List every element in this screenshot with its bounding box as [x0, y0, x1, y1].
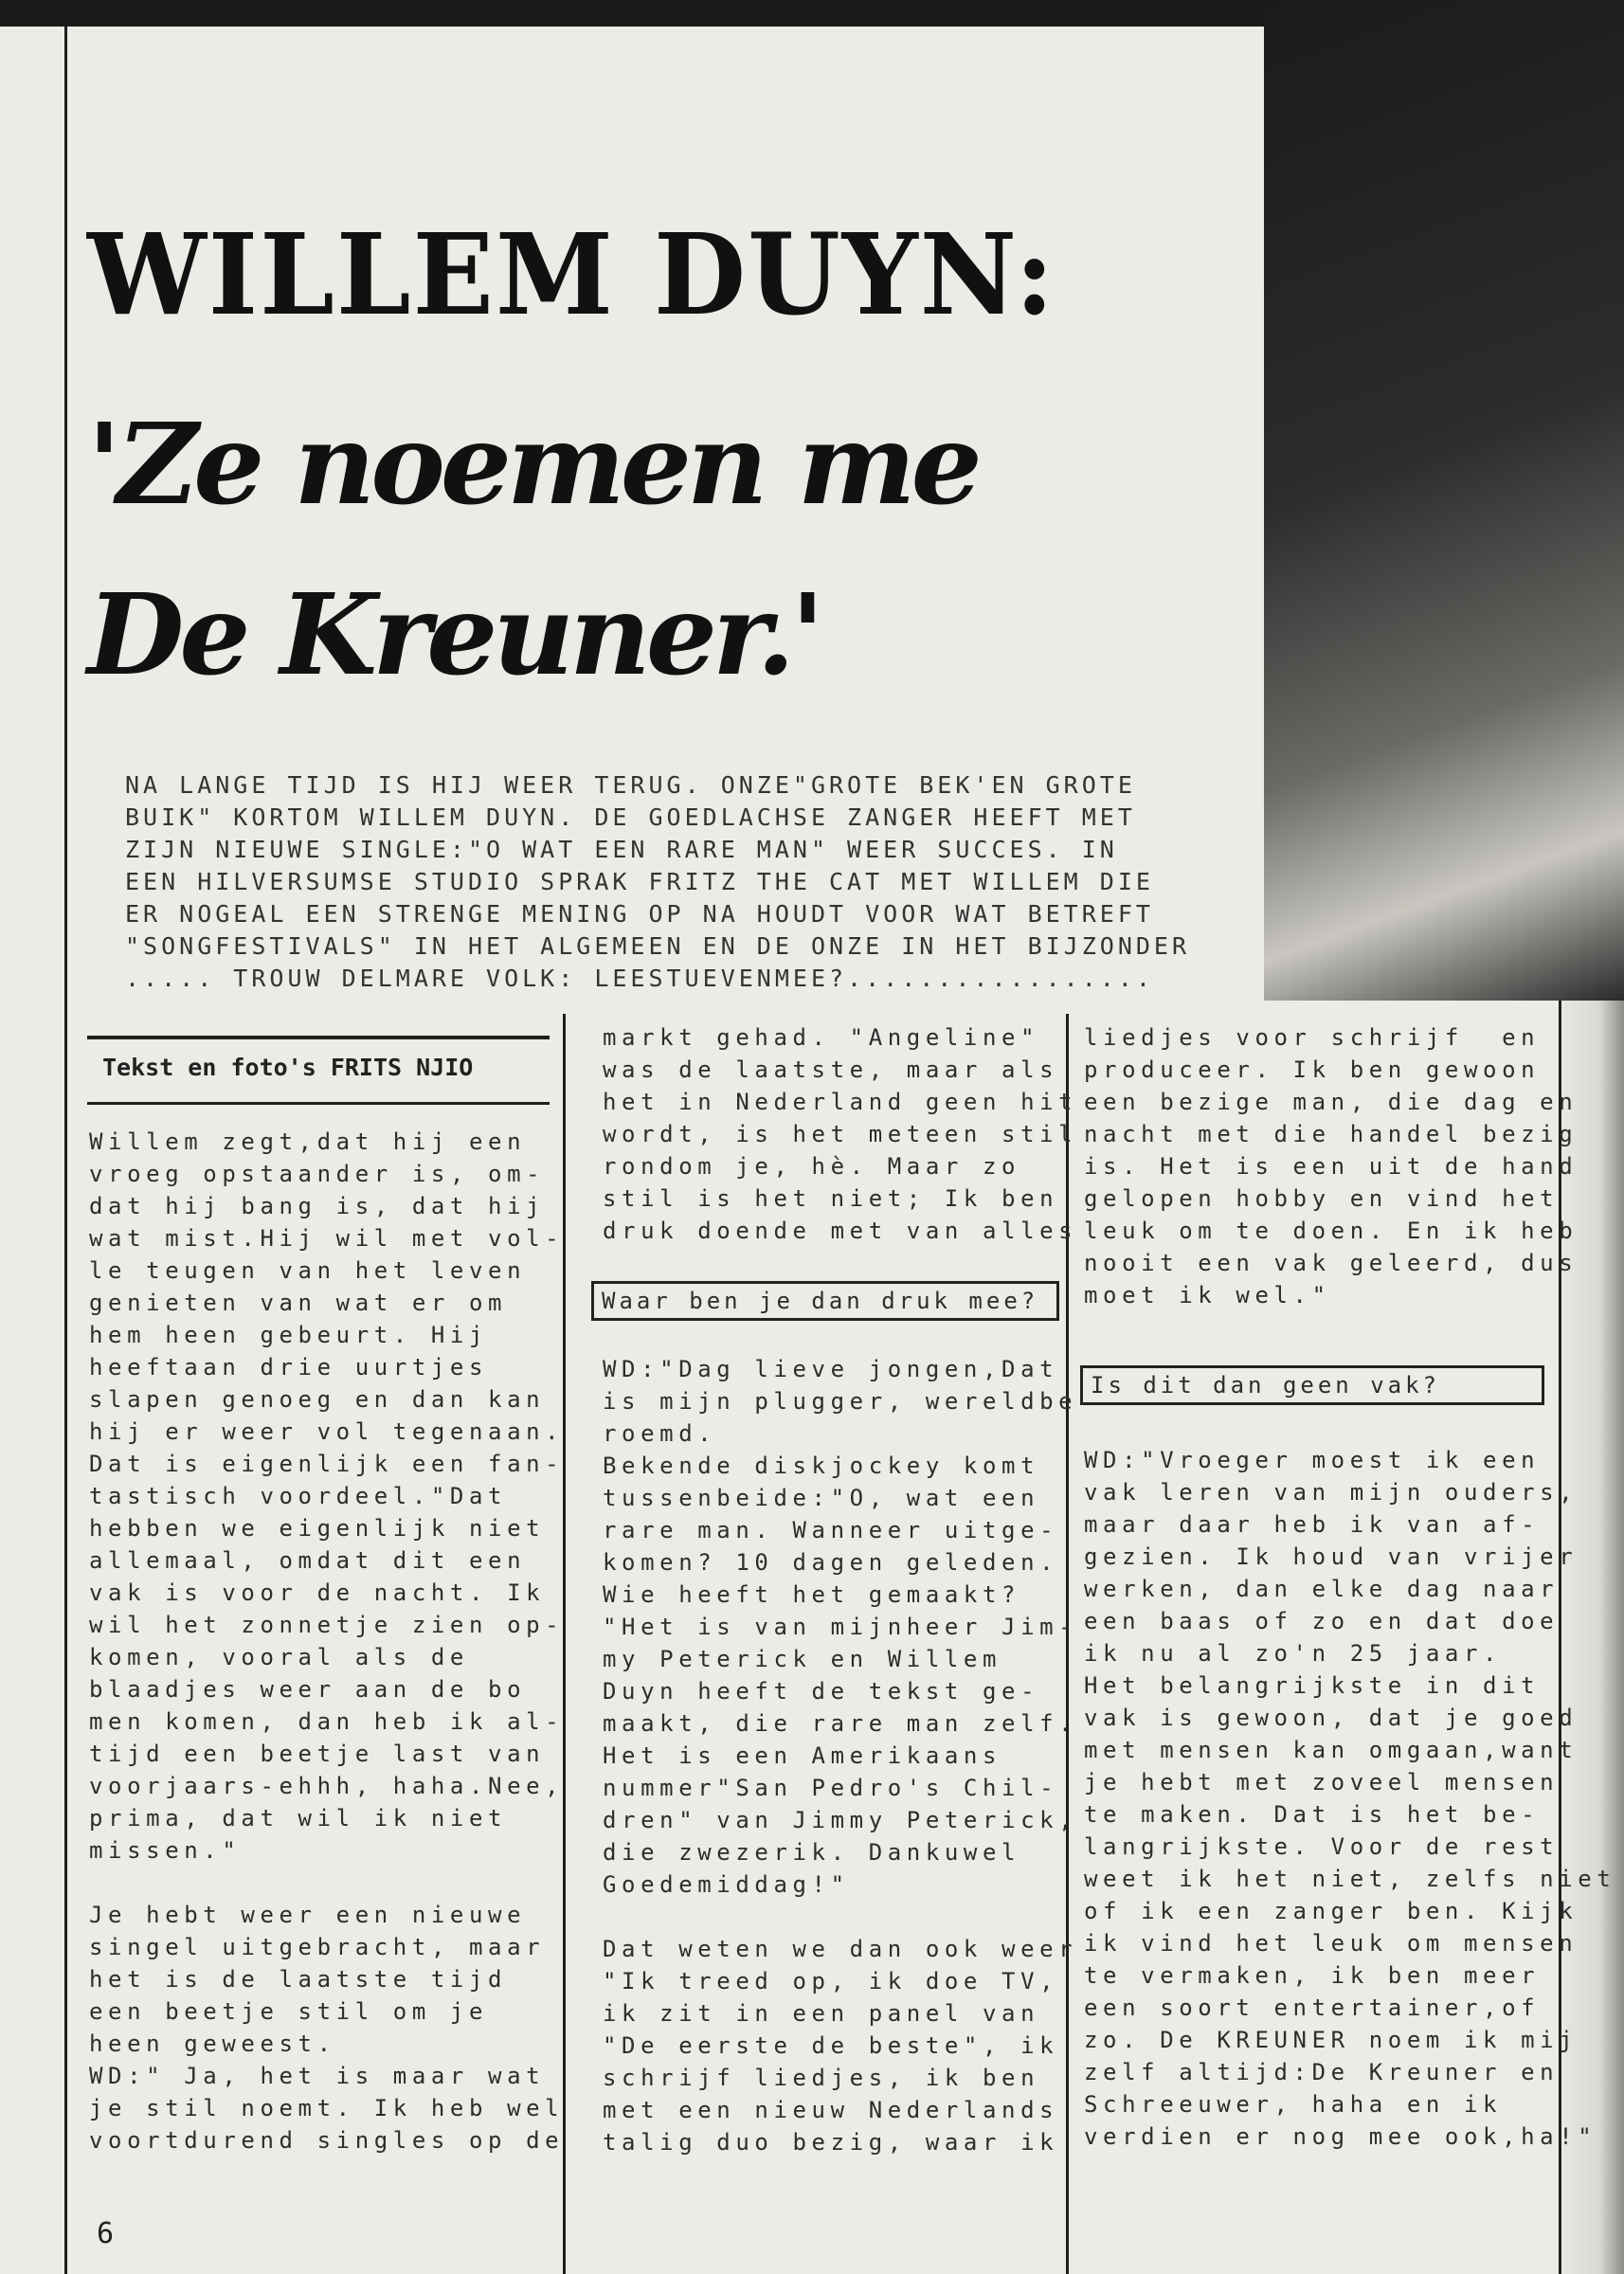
text-line: missen." — [89, 1837, 242, 1864]
text-line: nummer"San Pedro's Chil- — [603, 1775, 1059, 1801]
column-2-text-top — [603, 1021, 1077, 1247]
text-line: nooit een vak geleerd, dus — [1084, 1250, 1579, 1276]
headline-quote-2: De Kreuner.' — [87, 568, 821, 700]
page-number: 6 — [97, 2217, 115, 2250]
column-1-text — [89, 1126, 564, 2157]
text-line: stil is het niet; Ik ben — [603, 1185, 1059, 1212]
text-line: leuk om te doen. En ik heb — [1084, 1218, 1579, 1244]
text-line — [89, 1867, 564, 1899]
intro-line: EEN HILVERSUMSE STUDIO SPRAK FRITZ THE CAT MET WILLEM DIE — [125, 868, 1154, 895]
text-line: was de laatste, maar als — [603, 1056, 1059, 1083]
text-line: rare man. Wanneer uitge- — [603, 1517, 1059, 1543]
byline-rule-top — [87, 1036, 550, 1039]
text-line: voortdurend singles op de — [89, 2127, 565, 2154]
text-line: "Ik treed op, ik doe TV, — [603, 1968, 1059, 1994]
intro-line: NA LANGE TIJD IS HIJ WEER TERUG. ONZE"GROTE BEK'EN GROTE — [125, 771, 1136, 799]
text-line: werken, dan elke dag naar — [1084, 1576, 1560, 1602]
text-line: te maken. Dat is het be- — [1084, 1801, 1541, 1828]
text-line: Het is een Amerikaans — [603, 1742, 1002, 1769]
text-line: verdien er nog mee ook,ha!" — [1084, 2123, 1597, 2150]
text-line: zo. De KREUNER noem ik mij — [1084, 2027, 1579, 2053]
text-line: ik nu al zo'n 25 jaar. — [1084, 1640, 1503, 1667]
text-line: Dat weten we dan ook weer — [603, 1936, 1078, 1962]
text-line: talig duo bezig, waar ik — [603, 2129, 1059, 2156]
text-line: komen? 10 dagen geleden. — [603, 1549, 1059, 1576]
text-line: met mensen kan omgaan,want — [1084, 1737, 1579, 1763]
column-3-text-top — [1084, 1021, 1578, 1311]
column-2-text-bottom — [603, 1353, 1077, 2158]
intro-line: "SONGFESTIVALS" IN HET ALGEMEEN EN DE ONZE IN HET BIJZONDER — [125, 932, 1191, 960]
text-line: te vermaken, ik ben meer — [1084, 1962, 1541, 1989]
text-line: die zwezerik. Dankuwel — [603, 1839, 1021, 1866]
text-line: Dat is eigenlijk een fan- — [89, 1451, 565, 1477]
text-line: gelopen hobby en vind het — [1084, 1185, 1560, 1212]
text-line: liedjes voor schrijf en — [1084, 1024, 1541, 1051]
text-line: een soort entertainer,of — [1084, 1994, 1541, 2021]
text-line: Duyn heeft de tekst ge- — [603, 1678, 1040, 1705]
text-line: produceer. Ik ben gewoon — [1084, 1056, 1541, 1083]
text-line: vroeg opstaander is, om- — [89, 1161, 546, 1187]
text-line: een baas of zo en dat doe — [1084, 1608, 1560, 1634]
text-line: komen, vooral als de — [89, 1644, 469, 1670]
intro-line: BUIK" KORTOM WILLEM DUYN. DE GOEDLACHSE ZANGER HEEFT MET — [125, 803, 1136, 831]
question-box-2: Is dit dan geen vak? — [1080, 1365, 1544, 1405]
text-line: gezien. Ik houd van vrijer — [1084, 1543, 1579, 1570]
byline: Tekst en foto's FRITS NJIO — [102, 1054, 474, 1081]
text-line: hij er weer vol tegenaan. — [89, 1418, 565, 1445]
text-line: een bezige man, die dag en — [1084, 1089, 1579, 1115]
text-line: maakt, die rare man zelf. — [603, 1710, 1078, 1737]
text-line: dat hij bang is, dat hij — [89, 1193, 546, 1219]
left-rule — [64, 27, 67, 2274]
text-line: wordt, is het meteen stil — [603, 1121, 1078, 1147]
text-line: genieten van wat er om — [89, 1290, 508, 1316]
text-line: markt gehad. "Angeline" — [603, 1024, 1040, 1051]
text-line: het in Nederland geen hit — [603, 1089, 1078, 1115]
text-line: rondom je, hè. Maar zo — [603, 1153, 1021, 1180]
text-line: le teugen van het leven — [89, 1257, 527, 1284]
text-line: ik vind het leuk om mensen — [1084, 1930, 1579, 1957]
text-line: zelf altijd:De Kreuner en — [1084, 2059, 1560, 2085]
text-line: prima, dat wil ik niet — [89, 1805, 508, 1832]
text-line: maar daar heb ik van af- — [1084, 1511, 1541, 1538]
text-line — [603, 1901, 1077, 1933]
intro-line: ZIJN NIEUWE SINGLE:"O WAT EEN RARE MAN" WEER SUCCES. IN — [125, 836, 1118, 863]
headline-quote-1: 'Ze noemen me — [87, 398, 978, 530]
text-line: voorjaars-ehhh, haha.Nee, — [89, 1773, 565, 1799]
text-line: hem heen gebeurt. Hij — [89, 1322, 489, 1348]
text-line: Bekende diskjockey komt — [603, 1453, 1040, 1479]
headline-name: WILLEM DUYN: — [87, 209, 1056, 341]
text-line: je hebt met zoveel mensen — [1084, 1769, 1560, 1796]
text-line: Het belangrijkste in dit — [1084, 1672, 1541, 1699]
text-line: tussenbeide:"O, wat een — [603, 1485, 1040, 1511]
text-line: my Peterick en Willem — [603, 1646, 1002, 1672]
intro-line: ..... TROUW DELMARE VOLK: LEESTUEVENMEE?................. — [125, 965, 1154, 992]
text-line: roemd. — [603, 1420, 717, 1447]
text-line: Je hebt weer een nieuwe — [89, 1902, 527, 1928]
text-line: wil het zonnetje zien op- — [89, 1612, 565, 1638]
text-line: of ik een zanger ben. Kijk — [1084, 1898, 1579, 1924]
column-3-text-bottom — [1084, 1444, 1615, 2153]
text-line: weet ik het niet, zelfs niet — [1084, 1866, 1616, 1892]
text-line: een beetje stil om je — [89, 1998, 489, 2025]
text-line: singel uitgebracht, maar — [89, 1934, 546, 1960]
text-line: moet ik wel." — [1084, 1282, 1331, 1308]
question-box-1: Waar ben je dan druk mee? — [591, 1281, 1059, 1321]
text-line: "De eerste de beste", ik — [603, 2032, 1059, 2059]
text-line: hebben we eigenlijk niet — [89, 1515, 546, 1542]
text-line: je stil noemt. Ik heb wel — [89, 2095, 565, 2121]
text-line: vak leren van mijn ouders, — [1084, 1479, 1579, 1506]
text-line: met een nieuw Nederlands — [603, 2097, 1059, 2123]
text-line: tijd een beetje last van — [89, 1741, 546, 1767]
text-line: langrijkste. Voor de rest — [1084, 1833, 1560, 1860]
text-line: is. Het is een uit de hand — [1084, 1153, 1579, 1180]
text-line: schrijf liedjes, ik ben — [603, 2065, 1040, 2091]
text-line: ik zit in een panel van — [603, 2000, 1040, 2027]
text-line: vak is voor de nacht. Ik — [89, 1579, 546, 1606]
text-line: slapen genoeg en dan kan — [89, 1386, 546, 1413]
text-line: blaadjes weer aan de bo — [89, 1676, 527, 1703]
text-line: WD:"Vroeger moest ik een — [1084, 1447, 1541, 1473]
text-line: heeftaan drie uurtjes — [89, 1354, 489, 1381]
text-line: heen geweest. — [89, 2030, 336, 2057]
text-line: "Het is van mijnheer Jim- — [603, 1614, 1078, 1640]
text-line: Wie heeft het gemaakt? — [603, 1581, 1021, 1608]
text-line: dren" van Jimmy Peterick, — [603, 1807, 1078, 1833]
text-line: allemaal, omdat dit een — [89, 1547, 527, 1574]
intro-paragraph — [125, 769, 1190, 995]
text-line: WD:" Ja, het is maar wat — [89, 2063, 546, 2089]
text-line: WD:"Dag lieve jongen,Dat — [603, 1356, 1059, 1382]
text-line: is mijn plugger, wereldbe — [603, 1388, 1078, 1415]
text-line: Schreeuwer, haha en ik — [1084, 2091, 1503, 2118]
text-line: Willem zegt,dat hij een — [89, 1128, 527, 1155]
byline-rule-bottom — [87, 1102, 550, 1105]
text-line: Goedemiddag!" — [603, 1871, 850, 1898]
text-line: druk doende met van alles — [603, 1218, 1078, 1244]
photo-willem-duyn — [1264, 0, 1624, 1001]
intro-line: ER NOGEAL EEN STRENGE MENING OP NA HOUDT VOOR WAT BETREFT — [125, 900, 1154, 928]
text-line: wat mist.Hij wil met vol- — [89, 1225, 565, 1252]
text-line: nacht met die handel bezig — [1084, 1121, 1579, 1147]
text-line: tastisch voordeel."Dat — [89, 1483, 508, 1509]
text-line: vak is gewoon, dat je goed — [1084, 1705, 1579, 1731]
text-line: men komen, dan heb ik al- — [89, 1708, 565, 1735]
text-line: het is de laatste tijd — [89, 1966, 508, 1993]
